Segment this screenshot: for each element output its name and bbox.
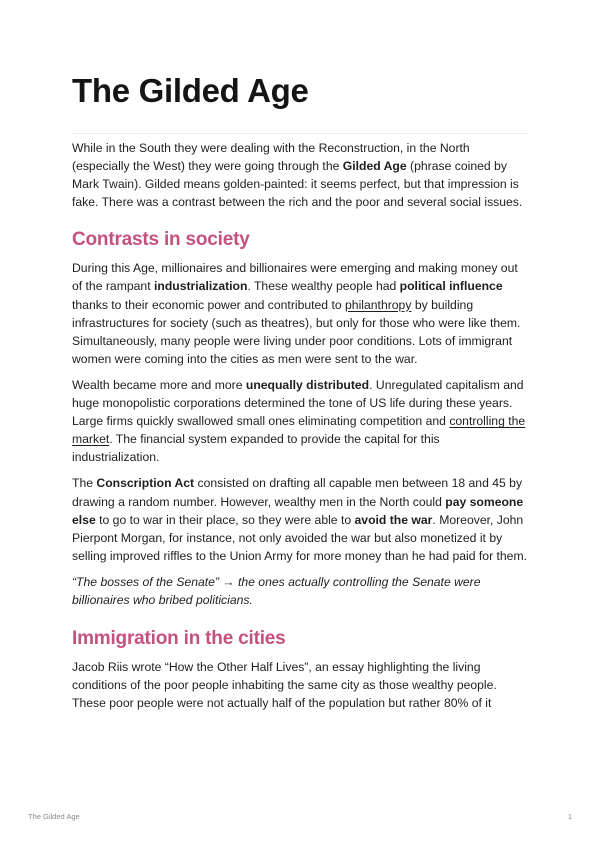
bold-term: industrialization — [153, 279, 248, 294]
section-heading-immigration: Immigration in the cities — [72, 628, 286, 650]
text-run: . Moreover, John Pierpont Morgan, for instance, not only avoided the war but also monetized it by selling improved riffles to the Union Army for more money than he had paid for them. — [72, 512, 528, 563]
footer-page-number: 1 — [567, 812, 572, 821]
text-run: by building infrastructures for society (such as theatres), but only for those who were like them. Simultaneously, many people were living under poor conditions. Lots of immigrant women were coming into the cities as men were sent to the war. — [72, 297, 521, 366]
bold-term: avoid the war — [354, 512, 433, 527]
title-divider — [72, 133, 528, 134]
text-run: . The financial system expanded to provide the capital for this industrialization. — [72, 432, 440, 465]
text-run: During this Age, millionaires and billionaires were emerging and making money out of the rampant — [72, 261, 518, 294]
quote-paragraph: “The bosses of the Senate” → the ones actually controlling the Senate were billionaires who bribed politicians. — [72, 574, 481, 607]
text-run: . These wealthy people had — [247, 279, 400, 294]
paragraph-conscription — [72, 474, 528, 564]
page-title: The Gilded Age — [72, 72, 309, 109]
paragraph-wealth — [72, 376, 528, 466]
document-body — [72, 72, 528, 720]
bold-term: unequally distributed — [245, 377, 370, 392]
text-run: to go to war in their place, so they were able to — [95, 512, 355, 527]
footer-document-title: The Gilded Age — [28, 812, 80, 821]
paragraph-industrialization — [72, 259, 528, 368]
bold-term: Gilded Age — [342, 159, 407, 174]
bold-term: Conscription Act — [96, 476, 195, 491]
text-run: (phrase coined by Mark Twain). Gilded means golden-painted: it seems perfect, but that impression is fake. There was a contrast between the rich and the poor and several social issues. — [72, 159, 523, 210]
intro-paragraph — [72, 139, 528, 211]
text-run: Wealth became more and more — [72, 377, 246, 392]
bold-term: political influence — [399, 279, 503, 294]
underlined-term: philanthropy — [345, 297, 412, 312]
paragraph-riis: Jacob Riis wrote “How the Other Half Lives”, an essay highlighting the living conditions of the poor people inhabiting the same city as those wealthy people. These poor people were not actually half of the population but rather 80% of it — [72, 660, 497, 711]
text-run: . Unregulated capitalism and huge monopolistic corporations determined the tone of US life during these years. Large firms quickly swallowed small ones eliminating competition and — [72, 377, 524, 429]
text-run: thanks to their economic power and contributed to — [72, 297, 346, 312]
text-run: The — [72, 476, 97, 491]
underlined-term: controlling the market — [72, 414, 526, 447]
bold-term: pay someone else — [72, 494, 524, 527]
section-heading-contrasts: Contrasts in society — [72, 229, 250, 251]
text-run: While in the South they were dealing with the Reconstruction, in the North (especially the West) they were going through the — [72, 141, 470, 174]
text-run: consisted on drafting all capable men between 18 and 45 by drawing a random number. However, wealthy men in the North could — [72, 476, 523, 509]
